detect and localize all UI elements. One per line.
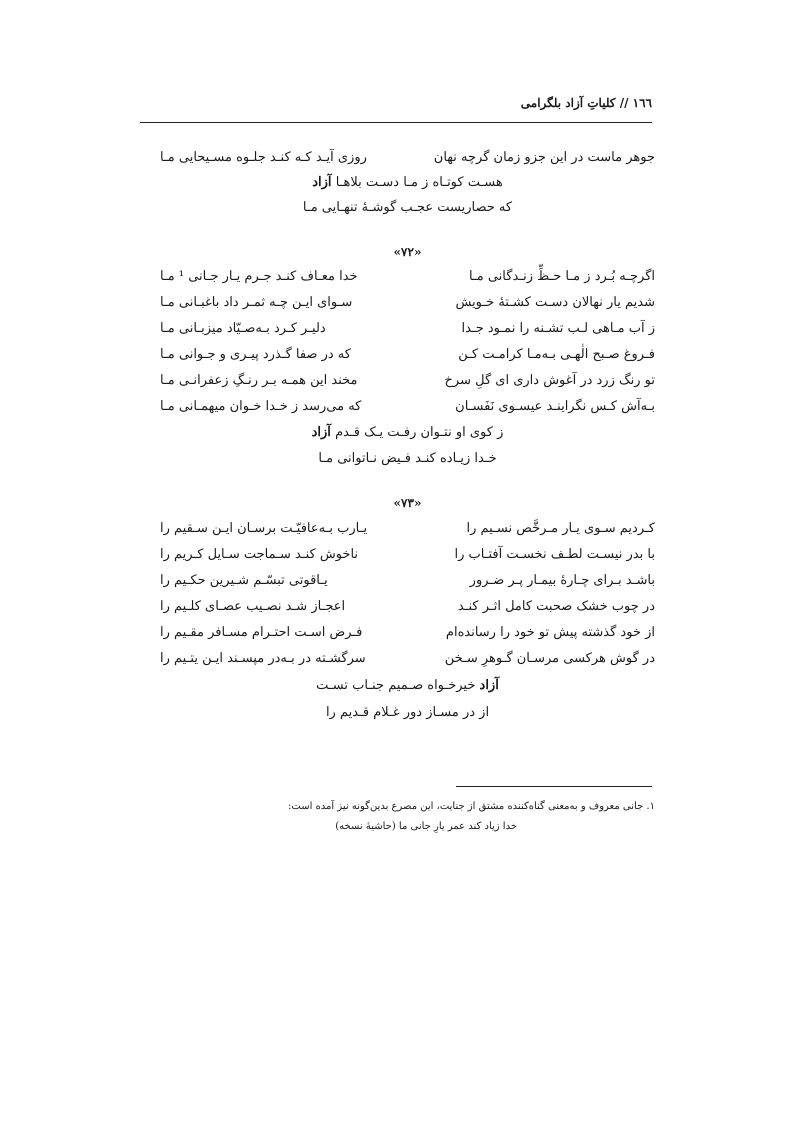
hemistich-right: بـه‌آش کـس نگراینـد عیسـوی نَفَسـان: [455, 399, 655, 414]
poet-name: آزاد: [479, 678, 499, 693]
poet-name: آزاد: [312, 175, 332, 190]
closing-text: خیرخـواه صـمیم جنـاب تسـت: [316, 678, 476, 693]
closing-text: از در مسـاز دور غـلام قـدیم را: [325, 705, 490, 720]
hemistich-right: با بدر نیسـت لطـف نخسـت آفتـاب را: [454, 547, 655, 562]
hemistich-right: اگرچـه بُـرد ز مـا حـظِّ زنـدگانی مـا: [468, 269, 655, 284]
hemistich-right: فـروغ صـبح الٰهـی بـه‌مـا کرامـت کـن: [458, 347, 655, 362]
couplet: [160, 370, 655, 392]
hemistich-left: خدا معـاف کنـد جـرم یـار جـانی ¹ مـا: [160, 269, 358, 284]
closing-line: [160, 172, 655, 194]
hemistich-left: که می‌رسد ز خـدا خـوان میهمـانی مـا: [160, 399, 362, 414]
hemistich-right: تو رنگ زرد در آغوش داری ای گلِ سرخ: [444, 373, 655, 388]
footnote-rule: [456, 786, 652, 787]
couplet: [160, 344, 655, 366]
closing-line: [160, 702, 655, 724]
hemistich-right: شدیم یار نهالان دسـت کشـتهٔ خـویش: [455, 295, 655, 310]
couplet: [160, 318, 655, 340]
book-title: کلیاتِ آزاد بلگرامی: [520, 96, 616, 110]
couplet: [160, 648, 655, 670]
poet-name: آزاد: [311, 425, 331, 440]
hemistich-left: اعجـاز شـد نصـیب عصـای کلـیم را: [160, 599, 346, 614]
couplet: [160, 622, 655, 644]
couplet: [160, 266, 655, 288]
hemistich-left: یـاقوتی تبسّـم شـیرین حکـیم را: [160, 573, 328, 588]
hemistich-left: دلیـر کـرد بـه‌صـیّاد میزبـانی مـا: [160, 321, 326, 336]
hemistich-left: ناخوش کنـد سـماجت سـایل کـریم را: [160, 547, 359, 562]
running-header: [140, 96, 652, 120]
closing-text: ز کوی او نتـوان رفـت یـک قـدم: [335, 425, 504, 440]
hemistich-right: در گوش هرکسی مرسـان گـوهرِ سـخن: [444, 651, 655, 666]
footnote-quote: خدا زیاد کند عمر یارِ جانی ما (حاشیهٔ نسخه): [335, 821, 517, 832]
hemistich-left: مخند این همـه بـر رنـگِ زعفرانـی مـا: [160, 373, 358, 388]
hemistich-right: باشـد بـرای چـارهٔ بیمـار پـر ضـرور: [469, 573, 655, 588]
couplet: [160, 292, 655, 314]
hemistich-left: فـرض اسـت احتـرام مسـافر مقـیم را: [160, 625, 363, 640]
couplet: [160, 596, 655, 618]
hemistich-left: سـوای ایـن چـه ثمـر داد باغبـانی مـا: [160, 295, 353, 310]
hemistich-right: جوهر ماست در این جزو زمان گرچه نهان: [433, 150, 655, 165]
hemistich-right: در چوب خشک صحبت کامل اثـر کنـد: [457, 599, 655, 614]
closing-text: خـدا زیـاده کنـد فـیض نـاتوانی مـا: [318, 451, 497, 466]
page-number: ١٦٦: [632, 96, 652, 110]
couplet: [160, 518, 655, 540]
couplet: [160, 570, 655, 592]
hemistich-left: سرگشـته در بـه‌در مپسـند ایـن یتـیم را: [160, 651, 366, 666]
hemistich-right: از خود گذشته پیش تو خود را رسانده‌ام: [445, 625, 655, 640]
closing-line: [160, 197, 655, 219]
footnote-line-2: [200, 818, 655, 836]
hemistich-left: که در صفا گـذرد پیـری و جـوانی مـا: [160, 347, 351, 362]
poem-number: «۷۳»: [393, 496, 422, 510]
hemistich-right: کـردیم سـوی یـار مـرخَّص نسـیم را: [466, 521, 655, 536]
poem-number: «۷۲»: [393, 245, 422, 259]
closing-line: [160, 422, 655, 444]
hemistich-right: ز آب مـاهی لـب تشـنه را نمـود جـدا: [461, 321, 655, 336]
header-rule: [140, 122, 652, 123]
hemistich-left: یـارب بـه‌عافیّـت برسـان ایـن سـقیم را: [160, 521, 368, 536]
couplet: [160, 147, 655, 169]
header-separator: //: [619, 96, 629, 110]
closing-text: که حصاریست عجـب گوشـهٔ تنهـایی مـا: [302, 200, 513, 215]
couplet: [160, 396, 655, 418]
closing-line: [160, 675, 655, 697]
couplet: [160, 544, 655, 566]
closing-text: هسـت کوتـاه ز مـا دسـت بلاهـا: [335, 175, 503, 190]
closing-line: [160, 448, 655, 470]
hemistich-left: روزی آیـد کـه کنـد جلـوه مسـیحایی مـا: [160, 150, 367, 165]
footnote-line-1: ۱. جانی معروف و به‌معنی گناه‌کننده مشتق از جنایت، این مصرع بدین‌گونه نیز آمده است:: [288, 801, 655, 812]
